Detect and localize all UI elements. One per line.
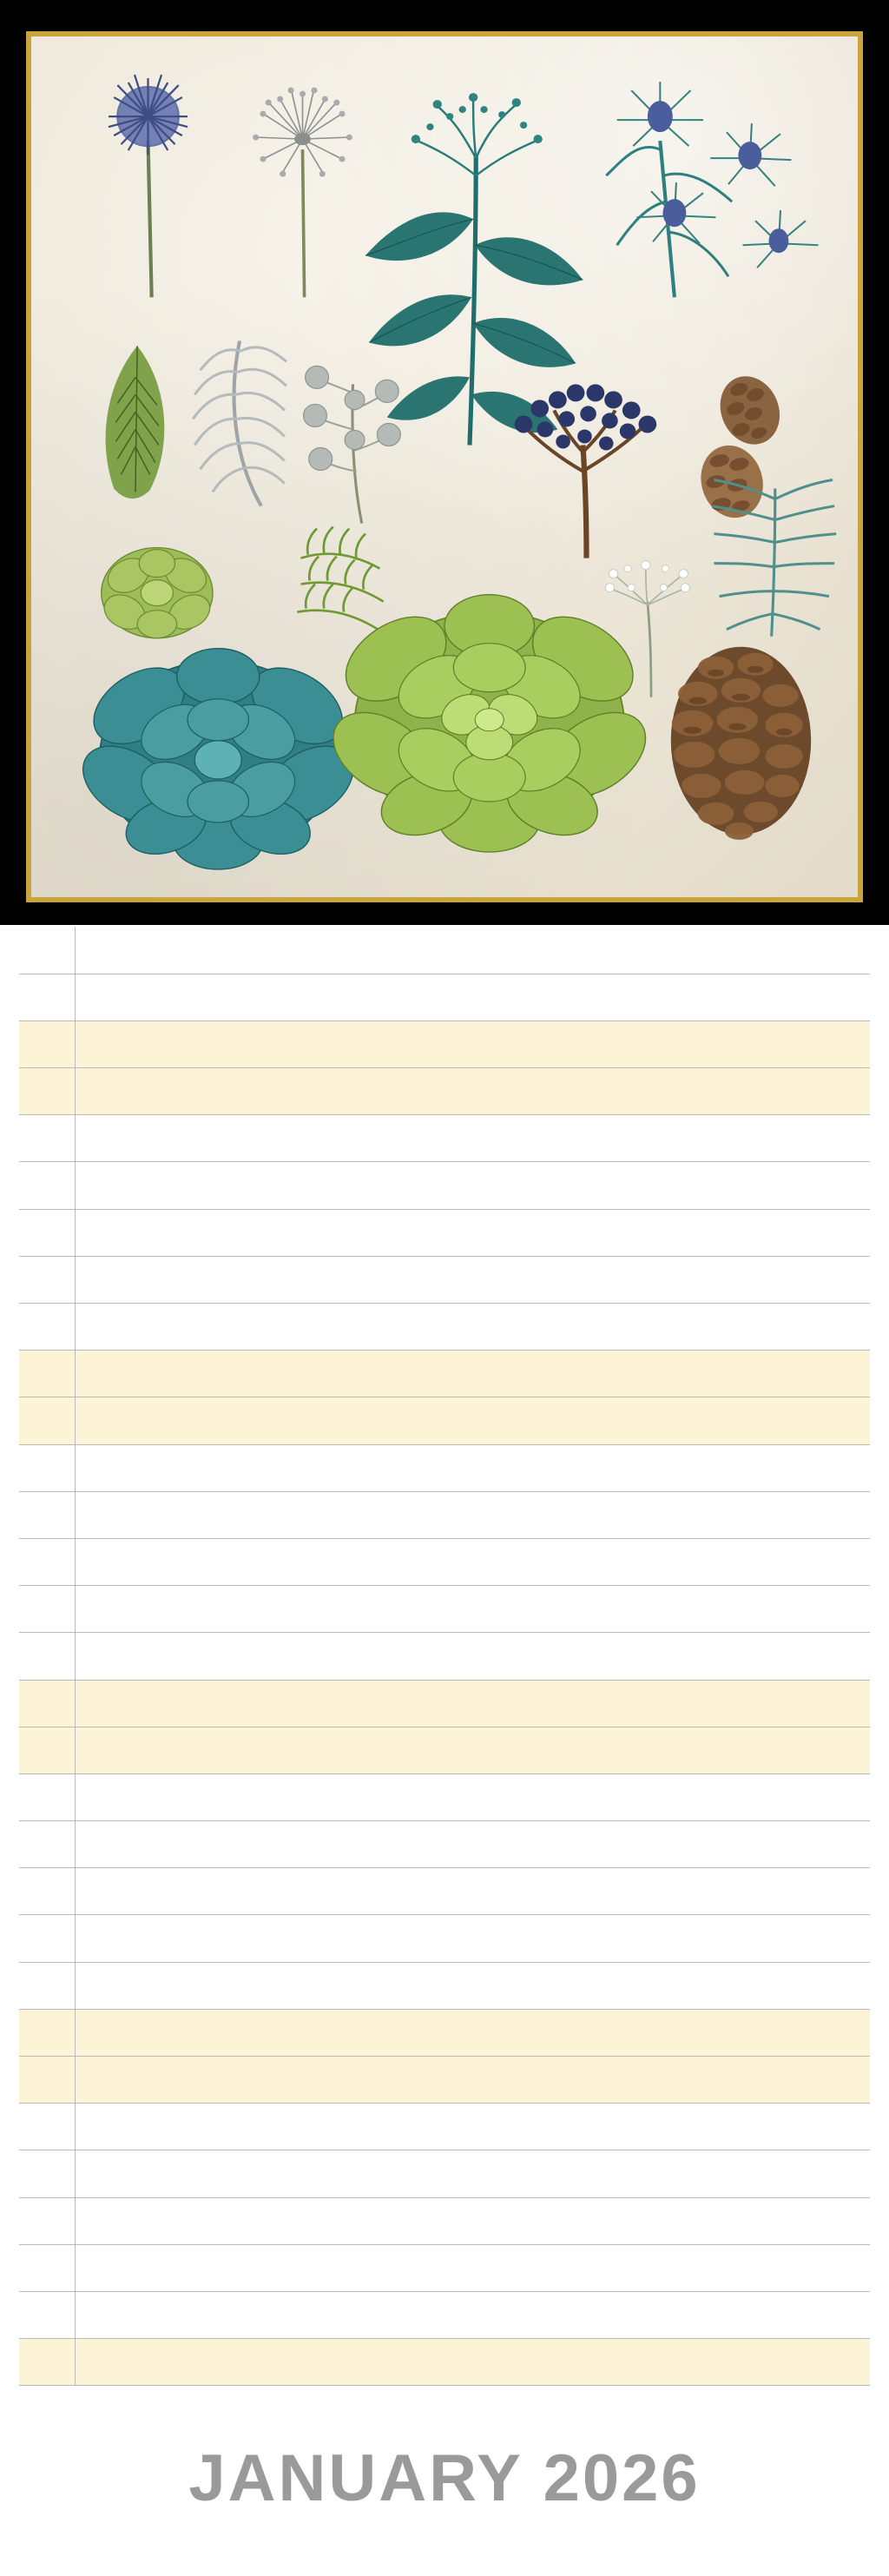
day-number <box>19 1209 75 1256</box>
table-row[interactable] <box>19 1586 870 1633</box>
fern-sprigs-icon <box>297 527 383 630</box>
day-weekday <box>75 1068 207 1115</box>
day-note <box>207 974 870 1020</box>
day-note <box>207 1962 870 2009</box>
day-number <box>19 1256 75 1303</box>
day-note <box>207 2197 870 2244</box>
day-number <box>19 1491 75 1538</box>
day-weekday <box>75 1351 207 1397</box>
day-number <box>19 1397 75 1444</box>
day-note <box>207 1162 870 1209</box>
eryngium-head-2 <box>710 123 791 186</box>
day-number <box>19 1538 75 1585</box>
day-note <box>207 1586 870 1633</box>
day-number <box>19 927 75 974</box>
day-note <box>207 1821 870 1868</box>
day-number <box>19 1351 75 1397</box>
table-row[interactable] <box>19 2009 870 2056</box>
day-number <box>19 2197 75 2244</box>
day-number <box>19 2009 75 2056</box>
day-weekday <box>75 1538 207 1585</box>
succulent-teal-large-icon <box>69 649 368 869</box>
day-note <box>207 1915 870 1962</box>
table-row[interactable] <box>19 927 870 974</box>
day-weekday <box>75 974 207 1020</box>
day-weekday <box>75 1304 207 1351</box>
day-note <box>207 2009 870 2056</box>
day-number <box>19 2244 75 2291</box>
succulent-light-green-small-icon <box>98 548 216 638</box>
table-row[interactable] <box>19 1115 870 1162</box>
table-row[interactable] <box>19 2057 870 2104</box>
day-note <box>207 2339 870 2386</box>
table-row[interactable] <box>19 1538 870 1585</box>
day-note <box>207 1351 870 1397</box>
month-title: JANUARY 2026 <box>188 2441 701 2515</box>
table-row[interactable] <box>19 1397 870 1444</box>
table-row[interactable] <box>19 1020 870 1067</box>
day-weekday <box>75 1821 207 1868</box>
day-weekday <box>75 1256 207 1303</box>
day-number <box>19 2057 75 2104</box>
day-note <box>207 1868 870 1915</box>
day-note <box>207 1633 870 1680</box>
table-row[interactable] <box>19 1868 870 1915</box>
day-note <box>207 2057 870 2104</box>
day-number <box>19 2104 75 2150</box>
day-note <box>207 1397 870 1444</box>
day-note <box>207 1444 870 1491</box>
day-number <box>19 1680 75 1727</box>
table-row[interactable] <box>19 1491 870 1538</box>
day-number <box>19 1304 75 1351</box>
day-number <box>19 1586 75 1633</box>
day-weekday <box>75 1491 207 1538</box>
day-note <box>207 927 870 974</box>
eryngium-head-1 <box>617 82 703 146</box>
table-row[interactable] <box>19 1351 870 1397</box>
day-number <box>19 1444 75 1491</box>
day-note <box>207 1727 870 1773</box>
eryngium-head-4 <box>743 210 819 268</box>
day-number <box>19 1915 75 1962</box>
day-number <box>19 1020 75 1067</box>
day-weekday <box>75 2009 207 2056</box>
table-row[interactable] <box>19 1727 870 1773</box>
day-note <box>207 1068 870 1115</box>
day-note <box>207 1256 870 1303</box>
table-row[interactable] <box>19 2197 870 2244</box>
day-note <box>207 1115 870 1162</box>
day-note <box>207 1538 870 1585</box>
day-number <box>19 1115 75 1162</box>
day-weekday <box>75 2057 207 2104</box>
day-weekday <box>75 927 207 974</box>
table-row[interactable] <box>19 2291 870 2338</box>
table-row[interactable] <box>19 2339 870 2386</box>
day-weekday <box>75 2244 207 2291</box>
day-note <box>207 1209 870 1256</box>
day-weekday <box>75 1397 207 1444</box>
table-row[interactable] <box>19 1773 870 1820</box>
day-weekday <box>75 2104 207 2150</box>
table-row[interactable] <box>19 1209 870 1256</box>
day-note <box>207 1491 870 1538</box>
day-number <box>19 1633 75 1680</box>
day-weekday <box>75 2150 207 2197</box>
day-number <box>19 1821 75 1868</box>
table-row[interactable] <box>19 1633 870 1680</box>
day-number <box>19 1068 75 1115</box>
navy-berry-shrub-icon <box>515 384 656 558</box>
day-table <box>19 927 870 2386</box>
day-number <box>19 1962 75 2009</box>
day-note <box>207 1680 870 1727</box>
grey-berries-sprig-icon <box>304 366 401 523</box>
day-number <box>19 1162 75 1209</box>
day-weekday <box>75 1680 207 1727</box>
table-row[interactable] <box>19 1821 870 1868</box>
globe-thistle-blue-icon <box>109 75 188 297</box>
day-weekday <box>75 1115 207 1162</box>
table-row[interactable] <box>19 2150 870 2197</box>
day-weekday <box>75 1633 207 1680</box>
day-note <box>207 2291 870 2338</box>
artwork-frame <box>26 31 863 902</box>
day-number <box>19 1773 75 1820</box>
table-row[interactable] <box>19 1915 870 1962</box>
day-number <box>19 2339 75 2386</box>
day-note <box>207 1020 870 1067</box>
day-number <box>19 974 75 1020</box>
day-weekday <box>75 2291 207 2338</box>
day-note <box>207 1773 870 1820</box>
striped-leaf-green-icon <box>106 346 165 499</box>
table-row[interactable] <box>19 1444 870 1491</box>
day-weekday <box>75 1162 207 1209</box>
day-weekday <box>75 1209 207 1256</box>
day-weekday <box>75 1586 207 1633</box>
day-number <box>19 2150 75 2197</box>
table-row[interactable] <box>19 2244 870 2291</box>
succulent-green-large-icon <box>317 595 662 852</box>
day-weekday <box>75 1962 207 2009</box>
grey-feather-leaf-icon <box>193 340 286 505</box>
artwork-block <box>0 0 889 925</box>
day-weekday <box>75 2197 207 2244</box>
day-note <box>207 2150 870 2197</box>
day-number <box>19 1727 75 1773</box>
day-list <box>0 925 889 2386</box>
day-weekday <box>75 1868 207 1915</box>
day-number <box>19 2291 75 2338</box>
table-row[interactable] <box>19 1256 870 1303</box>
day-weekday <box>75 1444 207 1491</box>
month-footer <box>0 2386 889 2576</box>
day-number <box>19 1868 75 1915</box>
day-note <box>207 1304 870 1351</box>
table-row[interactable] <box>19 974 870 1020</box>
table-row[interactable] <box>19 1162 870 1209</box>
table-row[interactable] <box>19 1068 870 1115</box>
eryngium-sea-holly-icon <box>606 82 818 297</box>
table-row[interactable] <box>19 1962 870 2009</box>
day-weekday <box>75 2339 207 2386</box>
day-weekday <box>75 1020 207 1067</box>
table-row[interactable] <box>19 2104 870 2150</box>
day-note <box>207 2104 870 2150</box>
table-row[interactable] <box>19 1680 870 1727</box>
botanical-illustration <box>31 36 858 897</box>
day-weekday <box>75 1915 207 1962</box>
day-weekday <box>75 1773 207 1820</box>
day-weekday <box>75 1727 207 1773</box>
pine-cone-large-icon <box>671 647 811 840</box>
day-note <box>207 2244 870 2291</box>
dandelion-seedhead-icon <box>253 88 352 298</box>
table-row[interactable] <box>19 1304 870 1351</box>
